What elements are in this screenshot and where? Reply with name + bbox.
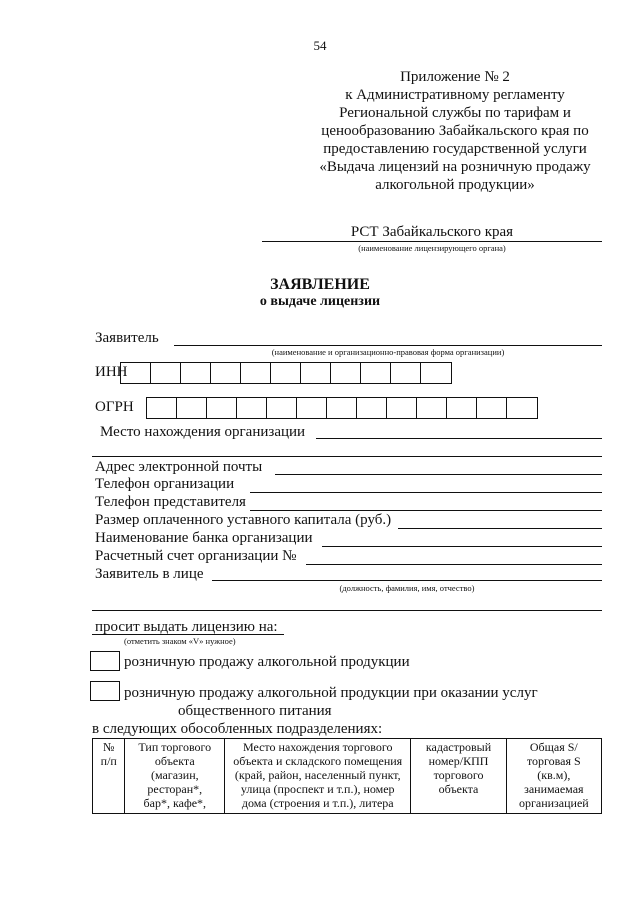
- digit-cell[interactable]: [237, 398, 267, 418]
- header-line: объекта: [154, 754, 195, 768]
- header-line: занимаемая: [524, 782, 584, 796]
- digit-cell[interactable]: [477, 398, 507, 418]
- appendix-line: ценообразованию Забайкальского края по: [321, 123, 589, 139]
- appendix-line: алкогольной продукции»: [375, 177, 535, 193]
- retail-option-label: розничную продажу алкогольной продукции: [124, 654, 410, 670]
- digit-cell[interactable]: [301, 363, 331, 383]
- header-line: Место нахождения торгового: [242, 740, 393, 754]
- authority-name: РСТ Забайкальского края: [350, 224, 514, 240]
- header-line: ресторан*,: [147, 782, 203, 796]
- bank-field[interactable]: [322, 546, 602, 547]
- header-area: [506, 739, 601, 814]
- digit-cell[interactable]: [151, 363, 181, 383]
- digit-cell[interactable]: [507, 398, 537, 418]
- appendix-line: «Выдача лицензий на розничную продажу: [319, 159, 591, 175]
- appendix-line: к Административному регламенту: [345, 87, 565, 103]
- header-line: торгового: [433, 768, 484, 782]
- document-subtitle: о выдаче лицензии: [259, 294, 381, 309]
- units-header-row: [93, 739, 602, 814]
- header-line: Общая S/: [529, 740, 578, 754]
- ogrn-cells[interactable]: [146, 397, 538, 419]
- digit-cell[interactable]: [331, 363, 361, 383]
- appendix-header: [290, 68, 620, 194]
- person-caption: (должность, фамилия, имя, отчество): [339, 583, 475, 593]
- account-field[interactable]: [306, 564, 602, 565]
- bank-label: Наименование банка организации: [95, 530, 313, 546]
- digit-cell[interactable]: [177, 398, 207, 418]
- header-line: (магазин,: [150, 768, 199, 782]
- capital-field[interactable]: [398, 528, 602, 529]
- header-type: [125, 739, 225, 814]
- request-underline: [92, 634, 284, 635]
- retail-checkbox[interactable]: [90, 651, 120, 671]
- digit-cell[interactable]: [267, 398, 297, 418]
- header-line: дома (строения и т.п.), литера: [241, 796, 394, 810]
- header-line: организацией: [518, 796, 589, 810]
- header-line: (кв.м),: [537, 768, 571, 782]
- header-line: бар*, кафе*,: [143, 796, 207, 810]
- units-intro: в следующих обособленных подразделениях:: [92, 721, 383, 737]
- digit-cell[interactable]: [421, 363, 451, 383]
- header-line: №: [103, 740, 115, 754]
- authority-caption: (наименование лицензирующего органа): [358, 243, 506, 253]
- location-field[interactable]: [316, 438, 602, 439]
- location-label: Место нахождения организации: [100, 424, 306, 440]
- catering-checkbox[interactable]: [90, 681, 120, 701]
- header-line: торговая S: [526, 754, 581, 768]
- digit-cell[interactable]: [121, 363, 151, 383]
- account-label: Расчетный счет организации №: [95, 548, 297, 564]
- digit-cell[interactable]: [327, 398, 357, 418]
- applicant-caption: (наименование и организационно-правовая форма организации): [271, 347, 505, 357]
- capital-label: Размер оплаченного уставного капитала (руб.): [95, 512, 392, 528]
- header-line: Тип торгового: [138, 740, 212, 754]
- document-title: ЗАЯВЛЕНИЕ: [270, 276, 370, 293]
- header-cadastral: [411, 739, 506, 814]
- digit-cell[interactable]: [271, 363, 301, 383]
- header-line: объекта и складского помещения: [233, 754, 403, 768]
- applicant-person-label: Заявитель в лице: [95, 566, 204, 582]
- units-table: [92, 738, 602, 814]
- request-caption: (отметить знаком «V» нужное): [124, 636, 236, 646]
- digit-cell[interactable]: [447, 398, 477, 418]
- digit-cell[interactable]: [297, 398, 327, 418]
- header-line: п/п: [100, 754, 117, 768]
- digit-cell[interactable]: [391, 363, 421, 383]
- applicant-person-field-continued[interactable]: [92, 610, 602, 611]
- catering-option-line: общественного питания: [178, 703, 332, 719]
- org-phone-label: Телефон организации: [95, 476, 235, 492]
- digit-cell[interactable]: [241, 363, 271, 383]
- digit-cell[interactable]: [147, 398, 177, 418]
- applicant-field[interactable]: [174, 345, 602, 346]
- catering-option-label: [124, 684, 538, 720]
- header-location: [225, 739, 411, 814]
- header-line: улица (проспект и т.п.), номер: [240, 782, 395, 796]
- authority-underline: [262, 241, 602, 242]
- appendix-line: Региональной службы по тарифам и: [339, 105, 571, 121]
- applicant-label: Заявитель: [95, 330, 159, 346]
- digit-cell[interactable]: [181, 363, 211, 383]
- header-line: (край, район, населенный пункт,: [234, 768, 401, 782]
- digit-cell[interactable]: [417, 398, 447, 418]
- rep-phone-field[interactable]: [250, 510, 602, 511]
- header-line: номер/КПП: [428, 754, 489, 768]
- appendix-line: Приложение № 2: [400, 69, 510, 85]
- location-field-continued[interactable]: [92, 456, 602, 457]
- org-phone-field[interactable]: [250, 492, 602, 493]
- ogrn-label: ОГРН: [95, 399, 134, 415]
- request-label: просит выдать лицензию на:: [95, 619, 278, 635]
- digit-cell[interactable]: [361, 363, 391, 383]
- email-field[interactable]: [275, 474, 602, 475]
- inn-cells[interactable]: [120, 362, 452, 384]
- email-label: Адрес электронной почты: [95, 459, 263, 475]
- digit-cell[interactable]: [207, 398, 237, 418]
- digit-cell[interactable]: [211, 363, 241, 383]
- rep-phone-label: Телефон представителя: [95, 494, 246, 510]
- header-num: [93, 739, 125, 814]
- appendix-line: предоставлению государственной услуги: [323, 141, 587, 157]
- catering-option-line: розничную продажу алкогольной продукции при оказании услуг: [124, 685, 538, 701]
- header-line: кадастровый: [425, 740, 492, 754]
- applicant-person-field[interactable]: [212, 580, 602, 581]
- page-number: 54: [313, 38, 327, 53]
- digit-cell[interactable]: [357, 398, 387, 418]
- header-line: объекта: [438, 782, 479, 796]
- inn-label: ИНН: [95, 364, 128, 380]
- digit-cell[interactable]: [387, 398, 417, 418]
